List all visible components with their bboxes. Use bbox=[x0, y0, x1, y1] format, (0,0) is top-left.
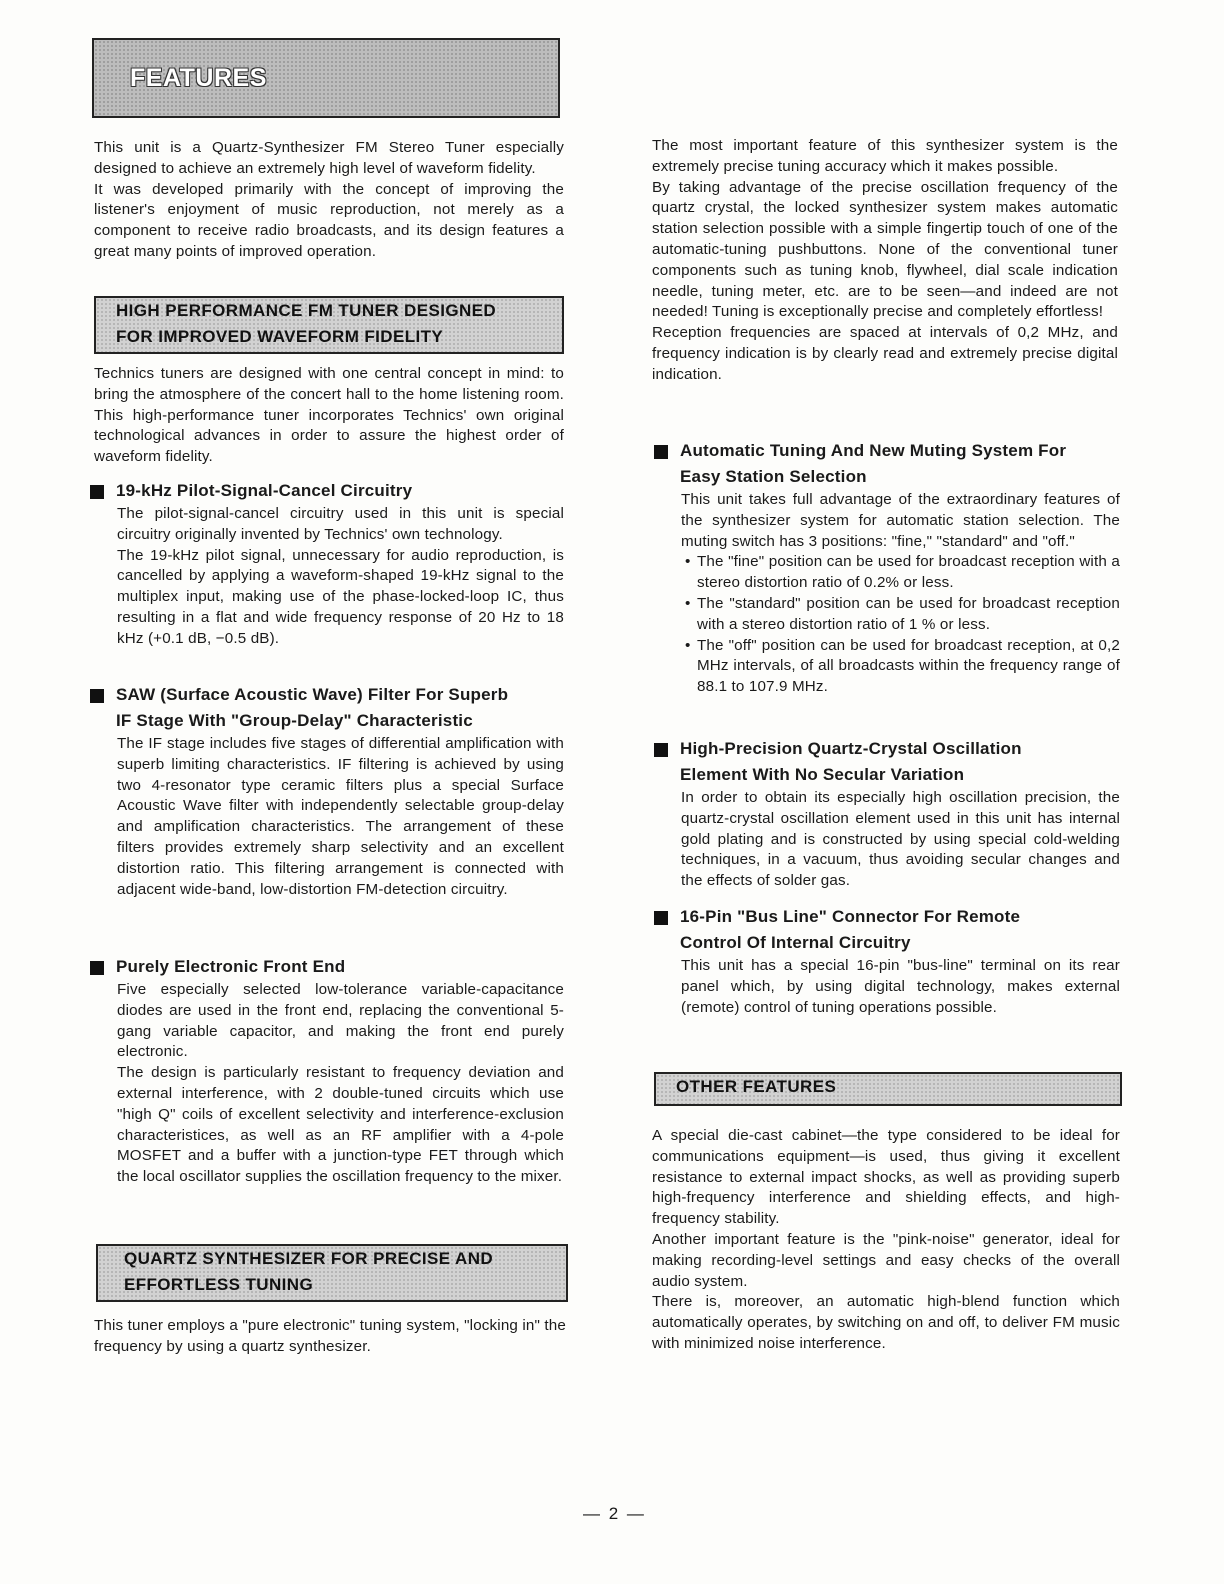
subsection-paragraph: The pilot-signal-cancel circuitry used in this unit is special circuitry originally invented by Technics' own technology. bbox=[117, 505, 564, 543]
list-item: • The "fine" position can be used for broadcast reception with a stereo distortion ratio of 0.2% or less. bbox=[685, 553, 1120, 592]
intro-text bbox=[94, 138, 564, 263]
subsection-paragraph: The IF stage includes five stages of differential amplification with superb limiting characteristics. IF filtering is achieved by using two 4-resonator type ceramic filters plus a special Surface Acoustic Wave filter with independently selectable group-delay and amplification characteristics. The arrangement of these filters provides extremely sharp selectivity and an excellent distortion ratio. This filtering arrangement is connected with adjacent wide-band, low-distortion FM-detection circuitry. bbox=[117, 735, 564, 898]
section-heading-other bbox=[654, 1072, 1122, 1106]
intro-paragraph: The most important feature of this synthesizer system is the extremely precise tuning accuracy which it makes possible. bbox=[652, 137, 1118, 175]
subsection-paragraph: This unit takes full advantage of the extraordinary features of the synthesizer system for automatic station selection. The muting switch has 3 positions: "fine," "standard" and "off." bbox=[681, 491, 1120, 550]
square-bullet-icon bbox=[654, 911, 668, 925]
other-features-text bbox=[652, 1126, 1120, 1355]
page-title: FEATURES bbox=[130, 64, 267, 92]
subsection-heading bbox=[654, 904, 1120, 930]
subsection-paragraph: In order to obtain its especially high oscillation precision, the quartz-crystal oscillation element used in this unit has internal gold plating and is constructed by using special cold-welding techniques, in a vacuum, thus avoiding secular changes and the effects of solder gas. bbox=[681, 789, 1120, 890]
subsection-heading bbox=[90, 478, 564, 504]
subsection-crystal bbox=[654, 736, 1120, 892]
section-heading-quartz bbox=[96, 1244, 568, 1302]
subsection-auto-tuning bbox=[654, 438, 1120, 698]
subsection-bus-line bbox=[654, 904, 1120, 1018]
intro-paragraph: By taking advantage of the precise oscillation frequency of the quartz crystal, the locked synthesizer system makes automatic station selection possible with a simple fingertip touch of one of the automatic-tuning pushbuttons. None of the conventional tuner components such as tuning knob, flywheel, dial scale indication needle, tuning meter, etc. are to be seen—and indeed are not needed! Tuning is exceptionally precise and completely effortless! bbox=[652, 178, 1118, 321]
intro-paragraph: Reception frequencies are spaced at intervals of 0,2 MHz, and frequency indication is by clearly read and extremely precise digital indication. bbox=[652, 324, 1118, 383]
subsection-paragraph: This unit has a special 16-pin "bus-line" terminal on its rear panel which, by using digital technology, makes external (remote) control of tuning operations possible. bbox=[681, 957, 1120, 1016]
page-number: — 2 — bbox=[583, 1504, 646, 1523]
subsection-saw bbox=[90, 682, 564, 900]
subsection-pilot bbox=[90, 478, 564, 650]
features-title-box bbox=[92, 38, 560, 118]
subsection-heading-text: High-Precision Quartz-Crystal Oscillation bbox=[680, 739, 1022, 758]
section-heading-line: QUARTZ SYNTHESIZER FOR PRECISE AND bbox=[124, 1249, 494, 1268]
subsection-heading bbox=[654, 438, 1120, 464]
square-bullet-icon bbox=[90, 961, 104, 975]
intro-paragraph: This unit is a Quartz-Synthesizer FM Stereo Tuner especially designed to achieve an extremely high level of waveform fidelity. bbox=[94, 139, 564, 177]
section-body: Technics tuners are designed with one central concept in mind: to bring the atmosphere of the concert hall to the home listening room. This high-performance tuner incorporates Technics' own original technological advances in order to assure the highest order of waveform fidelity. bbox=[94, 365, 564, 466]
subsection-heading-text: IF Stage With "Group-Delay" Characteristic bbox=[116, 711, 473, 730]
subsection-heading bbox=[90, 708, 564, 734]
subsection-paragraph: The design is particularly resistant to frequency deviation and external interference, with 2 double-tuned circuits which use "high Q" coils of excellent selectivity and interference-exclusion characteristices, as well as an RF amplifier with a 4-pole MOSFET and a buffer with a junction-type FET through which the local oscillator supplies the oscillation frequency to the mixer. bbox=[117, 1064, 564, 1186]
subsection-heading bbox=[90, 954, 564, 980]
section-heading-line: OTHER FEATURES bbox=[676, 1077, 837, 1096]
square-bullet-icon bbox=[90, 689, 104, 703]
section-heading-line: EFFORTLESS TUNING bbox=[124, 1275, 314, 1294]
subsection-heading-text: Automatic Tuning And New Muting System For bbox=[680, 441, 1067, 460]
subsection-paragraph: The 19-kHz pilot signal, unnecessary for audio reproduction, is cancelled by applying a waveform-shaped 19-kHz signal to the multiplex input, making use of the phase-locked-loop IC, thus resulting in a flat and wide frequency response of 20 Hz to 18 kHz (+0.1 dB, −0.5 dB). bbox=[117, 546, 564, 647]
subsection-heading-text: Purely Electronic Front End bbox=[116, 957, 346, 976]
subsection-heading-text: 16-Pin "Bus Line" Connector For Remote bbox=[680, 907, 1021, 926]
other-paragraph: Another important feature is the "pink-noise" generator, ideal for making recording-level settings and easy checks of the overall audio system. bbox=[652, 1230, 1120, 1290]
square-bullet-icon bbox=[90, 485, 104, 499]
section-body: This tuner employs a "pure electronic" tuning system, "locking in" the frequency by using a quartz synthesizer. bbox=[94, 1317, 566, 1355]
subsection-heading-text: Control Of Internal Circuitry bbox=[680, 933, 911, 952]
subsection-heading-text: Easy Station Selection bbox=[680, 467, 867, 486]
subsection-heading bbox=[654, 736, 1120, 762]
subsection-front-end bbox=[90, 954, 564, 1188]
section-heading-line: HIGH PERFORMANCE FM TUNER DESIGNED bbox=[116, 301, 497, 320]
subsection-heading bbox=[654, 464, 1120, 490]
subsection-heading bbox=[90, 682, 564, 708]
section-heading-fm-tuner bbox=[94, 296, 564, 354]
square-bullet-icon bbox=[654, 743, 668, 757]
right-intro bbox=[652, 136, 1118, 386]
other-paragraph: A special die-cast cabinet—the type considered to be ideal for communications equipment—is used, thus giving it excellent resistance to external impact shocks, as well as providing superb high-frequency interference and shielding effects, and high-frequency stability. bbox=[652, 1127, 1120, 1228]
subsection-heading bbox=[654, 762, 1120, 788]
subsection-heading-text: Element With No Secular Variation bbox=[680, 765, 965, 784]
square-bullet-icon bbox=[654, 445, 668, 459]
intro-paragraph: It was developed primarily with the concept of improving the listener's enjoyment of music reproduction, not merely as a component to receive radio broadcasts, and its design features a great many points of improved operation. bbox=[94, 180, 564, 260]
subsection-paragraph: Five especially selected low-tolerance variable-capacitance diodes are used in the front end, replacing the conventional 5-gang variable capacitor, and making the front end purely electronic. bbox=[117, 981, 564, 1061]
subsection-heading-text: SAW (Surface Acoustic Wave) Filter For Superb bbox=[116, 685, 509, 704]
list-item: • The "off" position can be used for broadcast reception, at 0,2 MHz intervals, of all broadcasts within the frequency range of 88.1 to 107.9 MHz. bbox=[685, 636, 1120, 696]
section-heading-line: FOR IMPROVED WAVEFORM FIDELITY bbox=[116, 327, 444, 346]
list-item: • The "standard" position can be used for broadcast reception with a stereo distortion ratio of 1 % or less. bbox=[685, 594, 1120, 633]
subsection-heading bbox=[654, 930, 1120, 956]
subsection-heading-text: 19-kHz Pilot-Signal-Cancel Circuitry bbox=[116, 481, 413, 500]
other-paragraph: There is, moreover, an automatic high-blend function which automatically operates, by switching on and off, to deliver FM music with minimized noise interference. bbox=[652, 1293, 1120, 1352]
